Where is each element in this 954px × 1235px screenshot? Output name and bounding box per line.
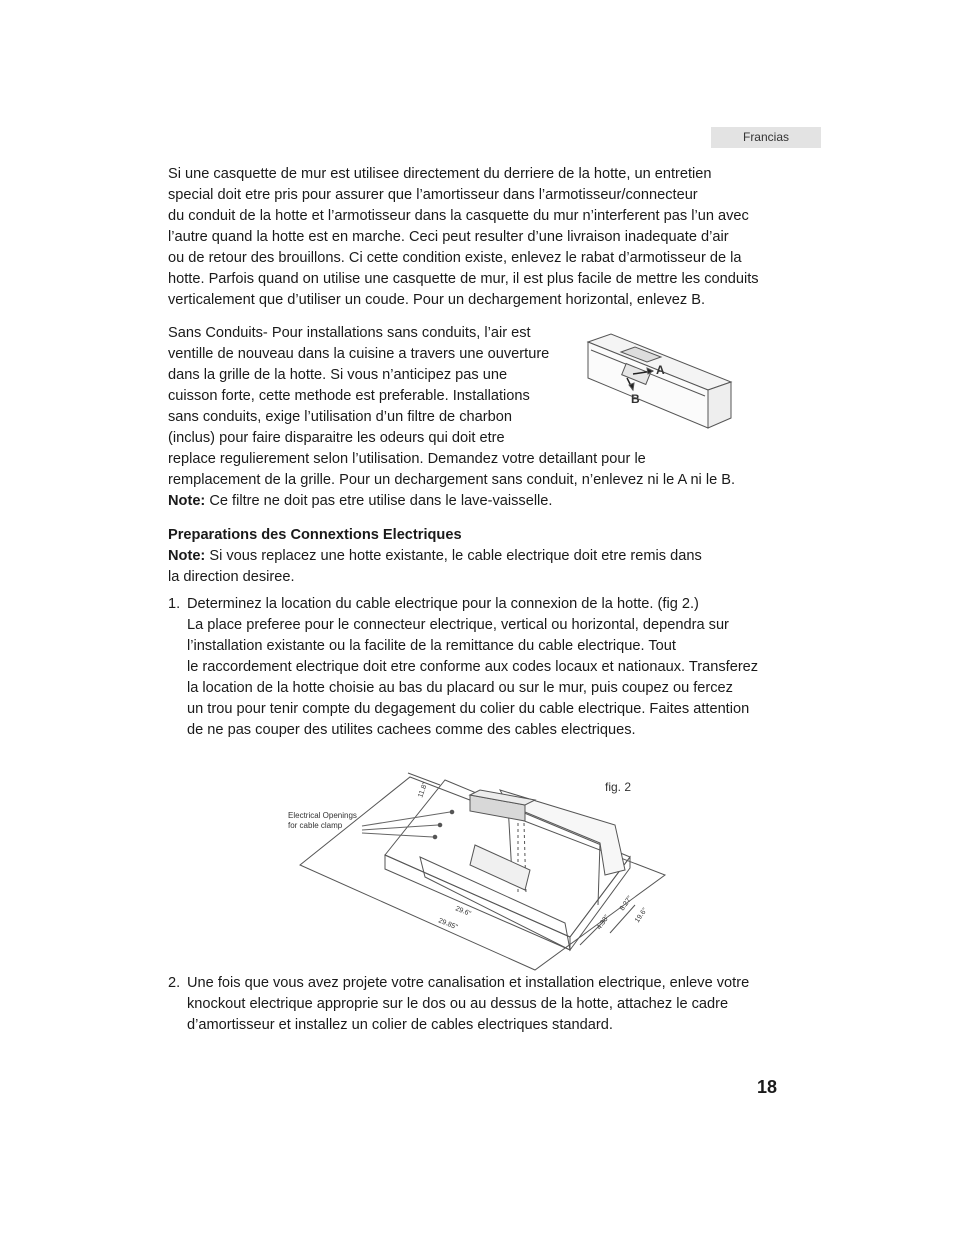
paragraph-ductless-tail <box>168 449 735 512</box>
dimension-label: 19.6" <box>633 906 649 925</box>
note-text: Ce filtre ne doit pas etre utilise dans le lave-vaisselle. <box>205 493 553 509</box>
text-line: knockout electrique approprie sur le dos ou au dessus de la hotte, attachez le cadre <box>187 996 729 1012</box>
text-line-body: Une fois que vous avez projete votre canalisation et installation electrique, enleve votre <box>187 975 750 991</box>
callout-label: for cable clamp <box>288 821 343 830</box>
dimension-label: 11.8" <box>417 781 430 799</box>
electrical-openings-diagram <box>280 765 680 975</box>
text-line: du conduit de la hotte et l’armotisseur dans la casquette du mur n’interferent pas l’un avec <box>168 208 749 224</box>
text-line: ventille de nouveau dans la cuisine a travers une ouverture <box>168 346 550 362</box>
list-number: 1. <box>168 596 181 612</box>
text-line: le raccordement electrique doit etre conforme aux codes locaux et nationaux. Transferez <box>187 659 759 675</box>
language-tab: Francias <box>711 127 821 148</box>
text-line: l’installation existante ou la facilite de la remittance du cable electrique. Tout <box>187 638 676 654</box>
electrical-section <box>168 525 702 588</box>
text-line: d’amortisseur et installez un colier de cables electriques standard. <box>187 1017 613 1033</box>
dimension-label: 29.85" <box>437 917 459 932</box>
text-line: remplacement de la grille. Pour un dechargement sans conduit, n’enlevez ni le A ni le B. <box>168 472 736 488</box>
electrical-note <box>168 546 702 567</box>
text-line: La place preferee pour le connecteur electrique, vertical ou horizontal, dependra sur <box>187 617 729 633</box>
text-line: (inclus) pour faire disparaitre les odeurs qui doit etre <box>168 430 505 446</box>
note-text: Si vous replacez une hotte existante, le cable electrique doit etre remis dans <box>205 548 702 564</box>
list-item <box>168 973 749 1036</box>
list-item <box>168 594 758 741</box>
text-line: de ne pas couper des utilites cachees comme des cables electriques. <box>187 722 636 738</box>
label-a: A <box>656 363 665 377</box>
figure-caption: fig. 2 <box>605 780 632 794</box>
page-number: 18 <box>757 1077 778 1097</box>
text-line: Sans Conduits- Pour installations sans conduits, l’air est <box>168 325 531 341</box>
paragraph-ductless <box>168 323 549 449</box>
text-line: replace regulierement selon l’utilisation. Demandez votre detaillant pour le <box>168 451 646 467</box>
hood-damper-diagram <box>583 330 733 435</box>
text-line: cuisson forte, cette methode est preferable. Installations <box>168 388 530 404</box>
note-label: Note: <box>168 548 206 564</box>
text-line: hotte. Parfois quand on utilise une casquette de mur, il est plus facile de mettre les conduits <box>168 271 759 287</box>
text-line: la direction desiree. <box>168 569 295 585</box>
text-line: sans conduits, exige l’utilisation d’un filtre de charbon <box>168 409 512 425</box>
list-number: 2. <box>168 975 181 991</box>
filter-note <box>168 491 735 512</box>
text-line: dans la grille de la hotte. Si vous n’anticipez pas une <box>168 367 508 383</box>
text-line <box>168 973 749 994</box>
callout-label: Electrical Openings <box>288 811 357 820</box>
dimension-label: 8.27" <box>618 894 634 913</box>
text-line: Si une casquette de mur est utilisee directement du derriere de la hotte, un entretien <box>168 166 712 182</box>
text-line: un trou pour tenir compte du degagement du colier du cable electrique. Faites attention <box>187 701 750 717</box>
label-b: B <box>631 392 640 406</box>
text-line: l’autre quand la hotte est en marche. Ceci peut resulter d’une livraison inadequate d’air <box>168 229 729 245</box>
dimension-label: 29.6" <box>454 905 472 918</box>
text-line-body: Determinez la location du cable electrique pour la connexion de la hotte. (fig 2.) <box>187 596 699 612</box>
text-line: la location de la hotte choisie au bas du placard ou sur le mur, puis coupez ou fercez <box>187 680 733 696</box>
text-line: ou de retour des brouillons. Ci cette condition existe, enlevez le rabat d’armotisseur de la <box>168 250 742 266</box>
paragraph-wall-cap <box>168 164 788 311</box>
text-line: special doit etre pris pour assurer que l’amortisseur dans l’armotisseur/connecteur <box>168 187 698 203</box>
text-line: verticalement que d’utiliser un coude. Pour un dechargement horizontal, enlevez B. <box>168 292 706 308</box>
dimension-label: 4.33" <box>595 913 611 932</box>
note-label: Note: <box>168 493 206 509</box>
section-heading: Preparations des Connextions Electriques <box>168 527 462 543</box>
text-line <box>168 594 758 615</box>
